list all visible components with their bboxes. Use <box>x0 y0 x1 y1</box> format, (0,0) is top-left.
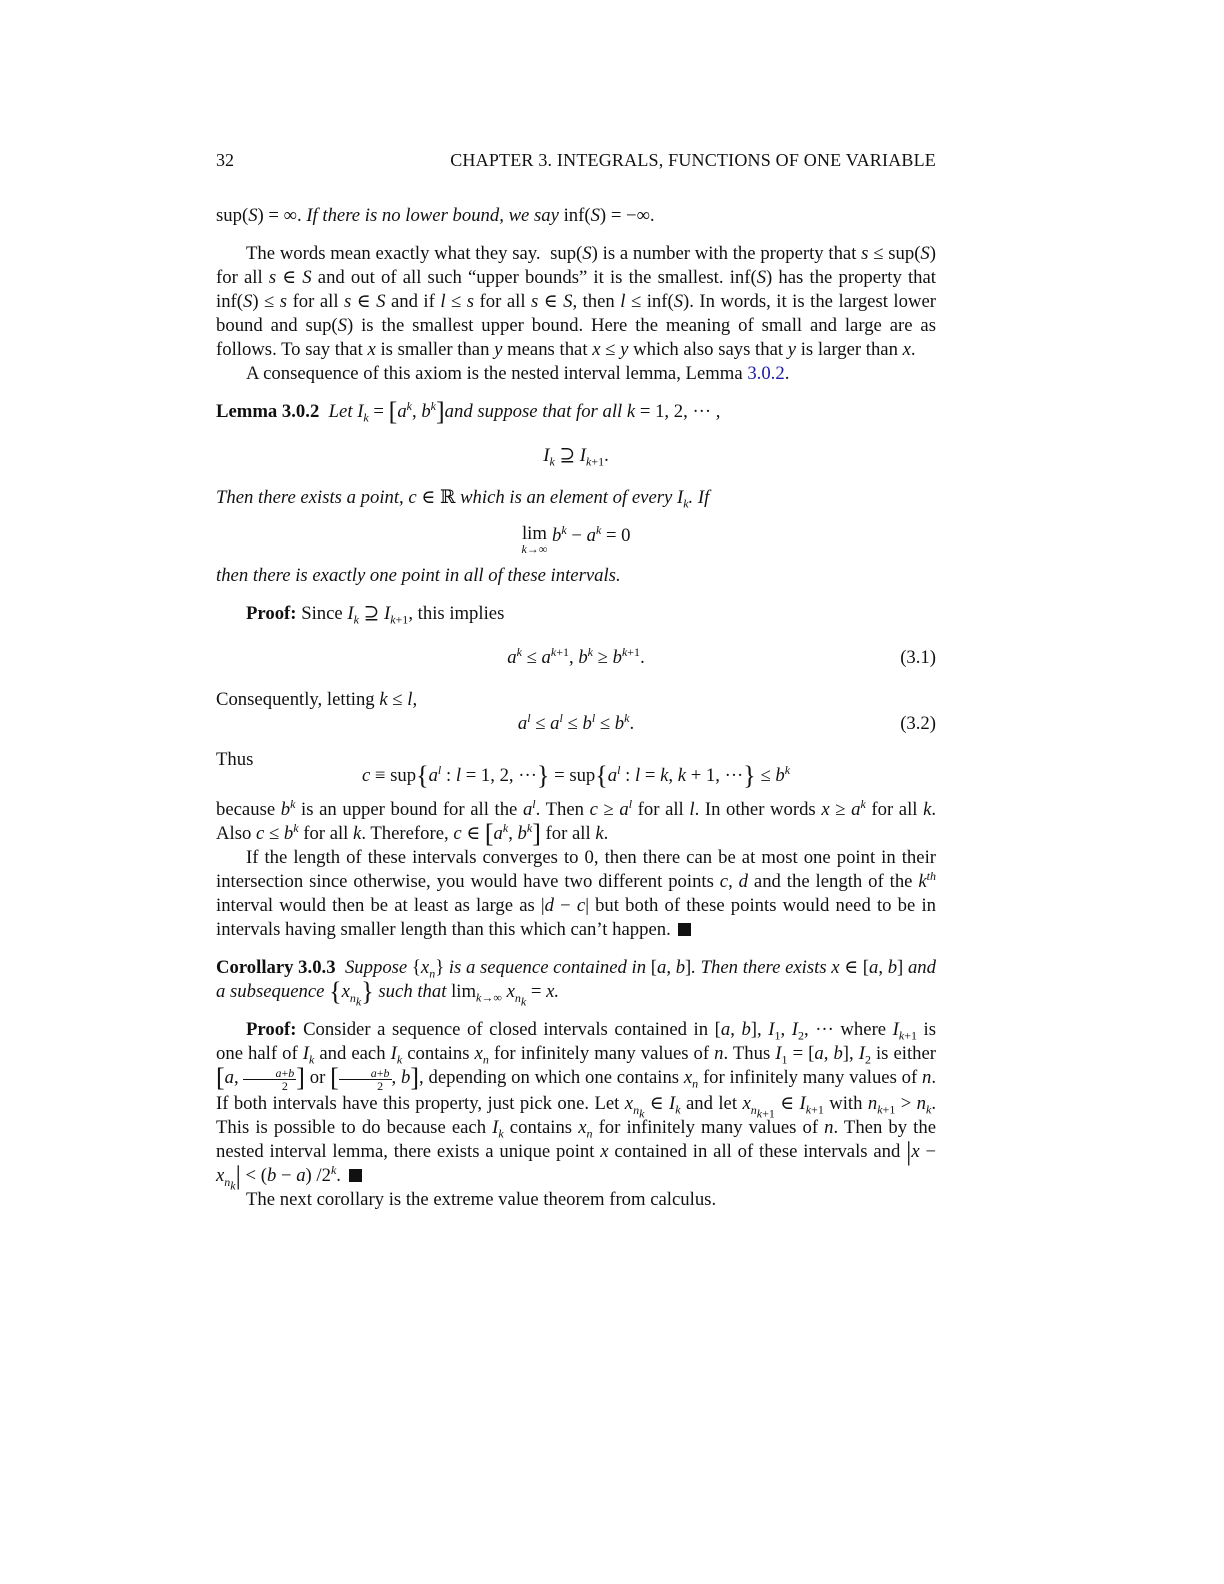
lemma-label: Lemma 3.0.2 <box>216 401 320 422</box>
chapter-title: CHAPTER 3. INTEGRALS, FUNCTIONS OF ONE VARIABLE <box>450 150 936 170</box>
qed-square-icon <box>349 1169 362 1182</box>
paragraph-next-corollary: The next corollary is the extreme value theorem from calculus. <box>246 1189 717 1210</box>
limit-equation: lim k→∞ $b^k - a^k = 0$ <box>521 522 631 556</box>
qed-square-icon <box>678 923 691 936</box>
corollary-proof: Proof: Consider a sequence of closed intervals contained in [a, b], $I_1$, $I_2$, ··· where $I_{k+1}$ is one half of $I_k$ and each $I_k$ contains $x_n$ for infinitely many values of n. Thus $I_1 = [a$, b], $I_2$ is either [a, $\frac{a+b}{2}$ ] or [ $\frac{a+b}{2}$ , b], depending on which one contains $x_n$ for infinitely many values of n. If both intervals have this property, just pick one. Let $x_{n_k}$ ∈ $I_k$ and let $x_{n_{k+1}}$ ∈ $I_{k+1}$ with $n_{k+1} > n_k$. This is possible to do because each $I_k$ contains $x_n$ for infinitely many values of n. Then by the nested interval lemma, there exists a unique point x contained in all of these intervals and $|x - x_{n_k}| < (b - a)$ /2$^k$. <box>216 1019 937 1193</box>
equation-3-2: $a^l \le a^l \le b^l \le b^k$. (3.2) <box>517 710 936 734</box>
thus-line: Thus <box>216 749 254 770</box>
proof-label: Proof: <box>246 1019 297 1040</box>
equation-3-1: $a^k \le a^{k+1}$, $b^k \ge b^{k+1}$. (3.1) <box>507 644 936 668</box>
proof-label: Proof: <box>246 603 297 624</box>
page-body <box>216 204 936 1212</box>
equation-number: (3.1) <box>900 647 936 668</box>
nested-condition-equation: $I_k$ ⊇ $I_{k+1}$. <box>543 445 609 469</box>
page-number: 32 <box>216 150 234 170</box>
consequently-line: Consequently, letting k ≤ l, <box>216 689 418 710</box>
definition-tail: sup(S) = ∞. If there is no lower bound, we say inf(S) = −∞. <box>216 205 655 226</box>
paragraph-uniqueness-proof: If the length of these intervals converges to 0, then there can be at most one point in their intersection since otherwise, you would have two different points c, d and the length of the $k^{th}$ interval would then be at least as large as |d − c| but both of these points would need to be in intervals having smaller length than this which can’t happen. <box>216 847 937 940</box>
lemma-statement: Lemma 3.0.2 Let $I_k = [a^k$, $b^k]and$ suppose that for all k = 1, 2, ··· , <box>216 397 721 426</box>
sup-definition-equation: $c \equiv sup\{a^l$ : l = 1, 2, ···} = $sup\{a^l$ : l = k, k + 1, ···} ≤ $b^k$ <box>361 761 791 790</box>
lemma-reference-link[interactable]: 3.0.2 <box>747 363 785 384</box>
paragraph-consequence: A consequence of this axiom is the nested interval lemma, Lemma 3.0.2. <box>246 363 790 384</box>
lemma-uniqueness: then there is exactly one point in all of these intervals. <box>216 565 621 586</box>
equation-number: (3.2) <box>900 713 936 734</box>
lemma-conclusion: Then there exists a point, c ∈ ℝ which is an element of every $I_k$. If <box>216 487 710 511</box>
proof-start: Proof: Since $I_k$ ⊇ $I_{k+1}$, this implies <box>246 603 505 627</box>
paragraph-upper-bound: because $b^k$ is an upper bound for all the $a^l$. Then $c \ge a^l$ for all l. In other words $x \ge a^k$ for all k. Also $c \le b^k$ for all k. Therefore, c ∈ [$a^k$, $b^k$] for all k. <box>216 796 937 848</box>
corollary-statement: Corollary 3.0.3 Suppose $\{x_n\}$ is a sequence contained in [a, b]. Then there exists x ∈ [a, b] and a subsequence $\{x_{n_k}\}$ such that $\lim_{k\to\infty} x_{n_k} = x$. <box>216 957 936 1009</box>
paragraph-sup-inf: The words mean exactly what they say. sup(S) is a number with the property that s ≤ sup(S) for all s ∈ S and out of all such “upper bounds” it is the smallest. inf(S) has the property that inf(S) ≤ s for all s ∈ S and if l ≤ s for all s ∈ S, then l ≤ inf(S). In words, it is the largest lower bound and sup(S) is the smallest upper bound. Here the meaning of small and large are as follows. To say that x is smaller than y means that x ≤ y which also says that y is larger than x. <box>216 243 936 360</box>
corollary-label: Corollary 3.0.3 <box>216 957 336 978</box>
